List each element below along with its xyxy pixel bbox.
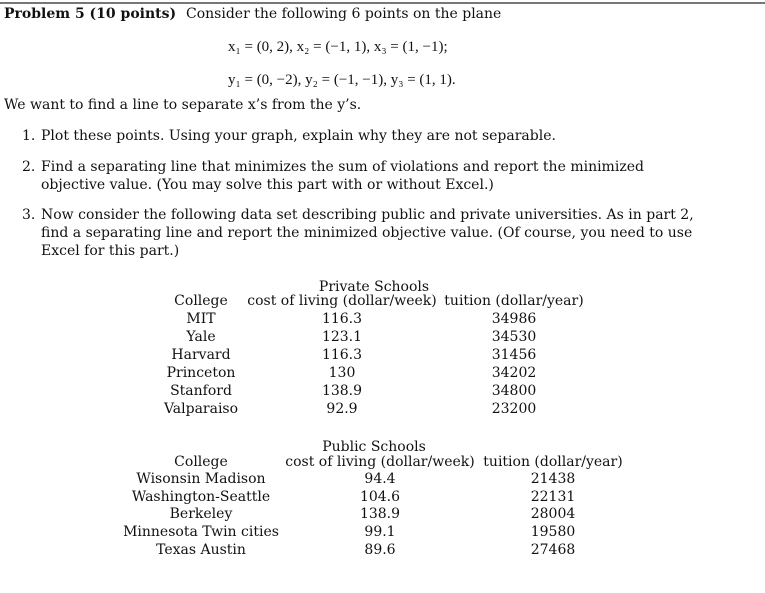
table-cell: Princeton <box>166 365 236 381</box>
table-cell: 138.9 <box>321 383 363 399</box>
question-number: 1. <box>22 128 36 144</box>
column-header: College <box>174 293 228 309</box>
table-cell: 34986 <box>491 311 537 327</box>
column-header: tuition (dollar/year) <box>483 454 623 470</box>
table-cell: 89.6 <box>364 542 396 558</box>
question-3 <box>22 206 712 260</box>
table-cell: Berkeley <box>169 506 233 522</box>
table-cell: 27468 <box>530 542 576 558</box>
table-cell: Texas Austin <box>156 542 246 558</box>
question-text: Now consider the following data set describing public and private universities. As in part 2, find a separating line and report the minimized objective value. (Of course, you need to use Excel for this part.) <box>41 207 694 259</box>
table-cell: 31456 <box>491 347 537 363</box>
table-cell: 19580 <box>530 524 576 540</box>
table-cell: 123.1 <box>321 329 363 345</box>
table-cell: Wisonsin Madison <box>136 471 266 487</box>
table-cell: 116.3 <box>321 311 363 327</box>
table-cell: 92.9 <box>326 401 358 417</box>
table-cell: 23200 <box>491 401 537 417</box>
table-cell: 116.3 <box>321 347 363 363</box>
column-header: cost of living (dollar/week) <box>285 454 475 470</box>
table-cell: 28004 <box>530 506 576 522</box>
table-cell: 104.6 <box>359 489 401 505</box>
question-text: Plot these points. Using your graph, explain why they are not separable. <box>41 128 556 144</box>
column-header: cost of living (dollar/week) <box>247 293 437 309</box>
question-1 <box>22 127 712 145</box>
question-2 <box>22 158 712 194</box>
table-cell: Yale <box>186 329 216 345</box>
y-points-equation: y₁ = (0, −2), y₂ = (−1, −1), y₃ = (1, 1). <box>228 72 456 88</box>
table-cell: 34202 <box>491 365 537 381</box>
table-cell: MIT <box>186 311 216 327</box>
table-cell: Minnesota Twin cities <box>123 524 279 540</box>
table-cell: 21438 <box>530 471 576 487</box>
table-cell: Stanford <box>170 383 232 399</box>
problem-intro: Consider the following 6 points on the plane <box>186 6 502 22</box>
table-cell: Harvard <box>171 347 231 363</box>
problem-goal: We want to find a line to separate x’s from the y’s. <box>4 97 362 113</box>
table-cell: Valparaiso <box>163 401 239 417</box>
table-cell: Washington-Seattle <box>131 489 271 505</box>
column-header: College <box>174 454 228 470</box>
table-cell: 22131 <box>530 489 576 505</box>
top-rule <box>0 2 765 4</box>
table-caption: Public Schools <box>322 439 426 455</box>
question-number: 3. <box>22 207 36 223</box>
table-cell: 34800 <box>491 383 537 399</box>
x-points-equation: x₁ = (0, 2), x₂ = (−1, 1), x₃ = (1, −1); <box>228 39 448 55</box>
table-cell: 94.4 <box>364 471 396 487</box>
question-text: Find a separating line that minimizes the sum of violations and report the minimized objective value. (You may solve this part with or without Excel.) <box>41 159 644 193</box>
question-number: 2. <box>22 159 36 175</box>
table-cell: 130 <box>328 365 356 381</box>
problem-title: Problem 5 (10 points) <box>4 6 177 22</box>
table-cell: 99.1 <box>364 524 396 540</box>
table-cell: 138.9 <box>359 506 401 522</box>
table-caption: Private Schools <box>318 279 430 295</box>
table-cell: 34530 <box>491 329 537 345</box>
column-header: tuition (dollar/year) <box>444 293 584 309</box>
